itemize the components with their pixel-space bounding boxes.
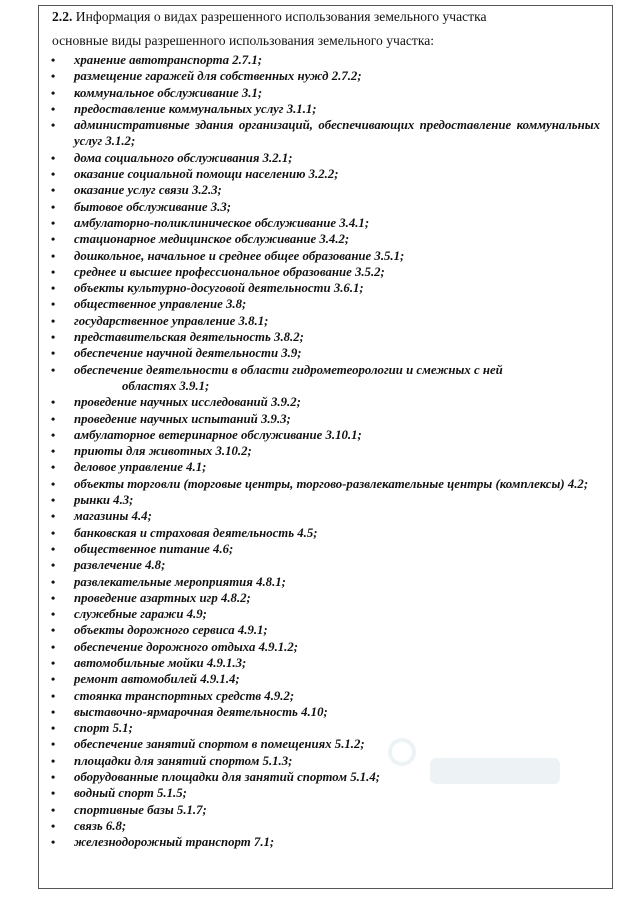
section-number: 2.2.: [52, 9, 73, 24]
list-item: • амбулаторно-поликлиническое обслуживание 3.4.1;: [51, 215, 370, 230]
bullet-icon: •: [51, 558, 56, 573]
list-item: • водный спорт 5.1.5;: [51, 786, 187, 801]
bullet-icon: •: [51, 215, 56, 230]
bullet-icon: •: [51, 183, 56, 198]
list-item: • среднее и высшее профессиональное образование 3.5.2;: [51, 264, 385, 279]
bullet-icon: •: [51, 395, 56, 410]
bullet-icon: •: [51, 476, 56, 491]
bullet-icon: •: [51, 704, 56, 719]
bullet-icon: •: [51, 167, 56, 182]
bullet-icon: •: [51, 753, 56, 768]
list-item: • автомобильные мойки 4.9.1.3;: [51, 655, 247, 670]
bullet-icon: •: [51, 362, 56, 377]
bullet-icon: •: [51, 688, 56, 703]
bullet-icon: •: [51, 590, 56, 605]
bullet-icon: •: [51, 541, 56, 556]
list-item: • общественное управление 3.8;: [51, 297, 247, 312]
list-item: • проведение азартных игр 4.8.2;: [51, 590, 251, 605]
list-item: • рынки 4.3;: [51, 493, 134, 508]
list-item: • объекты дорожного сервиса 4.9.1;: [51, 623, 268, 638]
bullet-icon: •: [51, 53, 56, 67]
bullet-icon: •: [51, 232, 56, 247]
bullet-icon: •: [51, 264, 56, 279]
list-item: • площадки для занятий спортом 5.1.3;: [51, 753, 293, 768]
list-item: • административные здания организаций, обеспечивающих предоставление коммунальных услуг 3.1.2;: [51, 118, 600, 149]
bullet-icon: •: [51, 802, 56, 817]
section-subtitle: основные виды разрешенного использования земельного участка:: [52, 33, 435, 48]
bullet-icon: •: [51, 69, 56, 84]
bullet-icon: •: [51, 672, 56, 687]
bullet-icon: •: [51, 411, 56, 426]
list-item: • обеспечение научной деятельности 3.9;: [51, 346, 302, 361]
bullet-icon: •: [51, 427, 56, 442]
bullet-icon: •: [51, 770, 56, 785]
bullet-icon: •: [51, 655, 56, 670]
bullet-icon: •: [51, 330, 56, 345]
list-item: • оказание услуг связи 3.2.3;: [51, 183, 222, 198]
list-item-continuation: областях 3.9.1;: [122, 378, 210, 393]
list-item: • стоянка транспортных средств 4.9.2;: [51, 688, 295, 703]
list-item: • обеспечение дорожного отдыха 4.9.1.2;: [51, 639, 299, 654]
list-item: • оборудованные площадки для занятий спортом 5.1.4;: [51, 770, 381, 785]
bullet-icon: •: [51, 639, 56, 654]
list-item: • дошкольное, начальное и среднее общее образование 3.5.1;: [51, 248, 405, 263]
bullet-icon: •: [51, 493, 56, 508]
list-item: • коммунальное обслуживание 3.1;: [51, 85, 263, 100]
list-item: • спорт 5.1;: [51, 721, 133, 736]
list-item: • хранение автотранспорта 2.7.1;: [51, 53, 263, 67]
list-item: • магазины 4.4;: [51, 509, 152, 524]
section-title: Информация о видах разрешенного использования земельного участка: [75, 9, 487, 24]
bullet-icon: •: [51, 346, 56, 361]
bullet-icon: •: [51, 607, 56, 622]
list-item: • деловое управление 4.1;: [51, 460, 207, 475]
list-item: • приюты для животных 3.10.2;: [51, 444, 252, 459]
section-heading: [52, 8, 487, 26]
list-item: • объекты торговли (торговые центры, торгово-развлекательные центры (комплексы) 4.2;: [51, 476, 589, 491]
list-item: • оказание социальной помощи населению 3.2.2;: [51, 167, 339, 182]
list-item: • государственное управление 3.8.1;: [51, 313, 269, 328]
list-item: • служебные гаражи 4.9;: [51, 607, 207, 622]
bullet-icon: •: [51, 118, 56, 133]
bullet-icon: •: [51, 101, 56, 116]
bullet-icon: •: [51, 150, 56, 165]
list-item: • представительская деятельность 3.8.2;: [51, 330, 304, 345]
list-item: • связь 6.8;: [51, 818, 127, 833]
list-item: • ремонт автомобилей 4.9.1.4;: [51, 672, 240, 687]
list-item: • стационарное медицинское обслуживание 3.4.2;: [51, 232, 350, 247]
list-item: • объекты культурно-досуговой деятельности 3.6.1;: [51, 281, 364, 296]
list-item: • амбулаторное ветеринарное обслуживание 3.10.1;: [51, 427, 362, 442]
permitted-uses-list: [48, 52, 600, 851]
list-item: • обеспечение деятельности в области гидрометеорологии и смежных с ней областях 3.9.1;: [48, 362, 600, 395]
bullet-icon: •: [51, 623, 56, 638]
list-item: • железнодорожный транспорт 7.1;: [51, 835, 275, 850]
bullet-icon: •: [51, 737, 56, 752]
list-item: • развлекательные мероприятия 4.8.1;: [51, 574, 286, 589]
list-item: • предоставление коммунальных услуг 3.1.1;: [51, 101, 317, 116]
bullet-icon: •: [51, 444, 56, 459]
list-item: • развлечение 4.8;: [51, 558, 166, 573]
bullet-icon: •: [51, 199, 56, 214]
list-item: • выставочно-ярмарочная деятельность 4.10;: [51, 704, 328, 719]
bullet-icon: •: [51, 509, 56, 524]
list-item: • бытовое обслуживание 3.3;: [51, 199, 232, 214]
list-item: • обеспечение занятий спортом в помещениях 5.1.2;: [51, 737, 365, 752]
list-item: • дома социального обслуживания 3.2.1;: [51, 150, 293, 165]
bullet-icon: •: [51, 281, 56, 296]
bullet-icon: •: [51, 460, 56, 475]
bullet-icon: •: [51, 835, 56, 850]
bullet-icon: •: [51, 818, 56, 833]
list-item: • банковская и страховая деятельность 4.5;: [51, 525, 318, 540]
bullet-icon: •: [51, 721, 56, 736]
list-item: • общественное питание 4.6;: [51, 541, 234, 556]
list-item: • проведение научных исследований 3.9.2;: [51, 395, 301, 410]
bullet-icon: •: [51, 313, 56, 328]
bullet-icon: •: [51, 248, 56, 263]
list-item: • проведение научных испытаний 3.9.3;: [51, 411, 291, 426]
bullet-icon: •: [51, 85, 56, 100]
bullet-icon: •: [51, 786, 56, 801]
bullet-icon: •: [51, 574, 56, 589]
bullet-icon: •: [51, 297, 56, 312]
bullet-icon: •: [51, 525, 56, 540]
list-item: • спортивные базы 5.1.7;: [51, 802, 207, 817]
list-item: • размещение гаражей для собственных нужд 2.7.2;: [51, 69, 362, 84]
